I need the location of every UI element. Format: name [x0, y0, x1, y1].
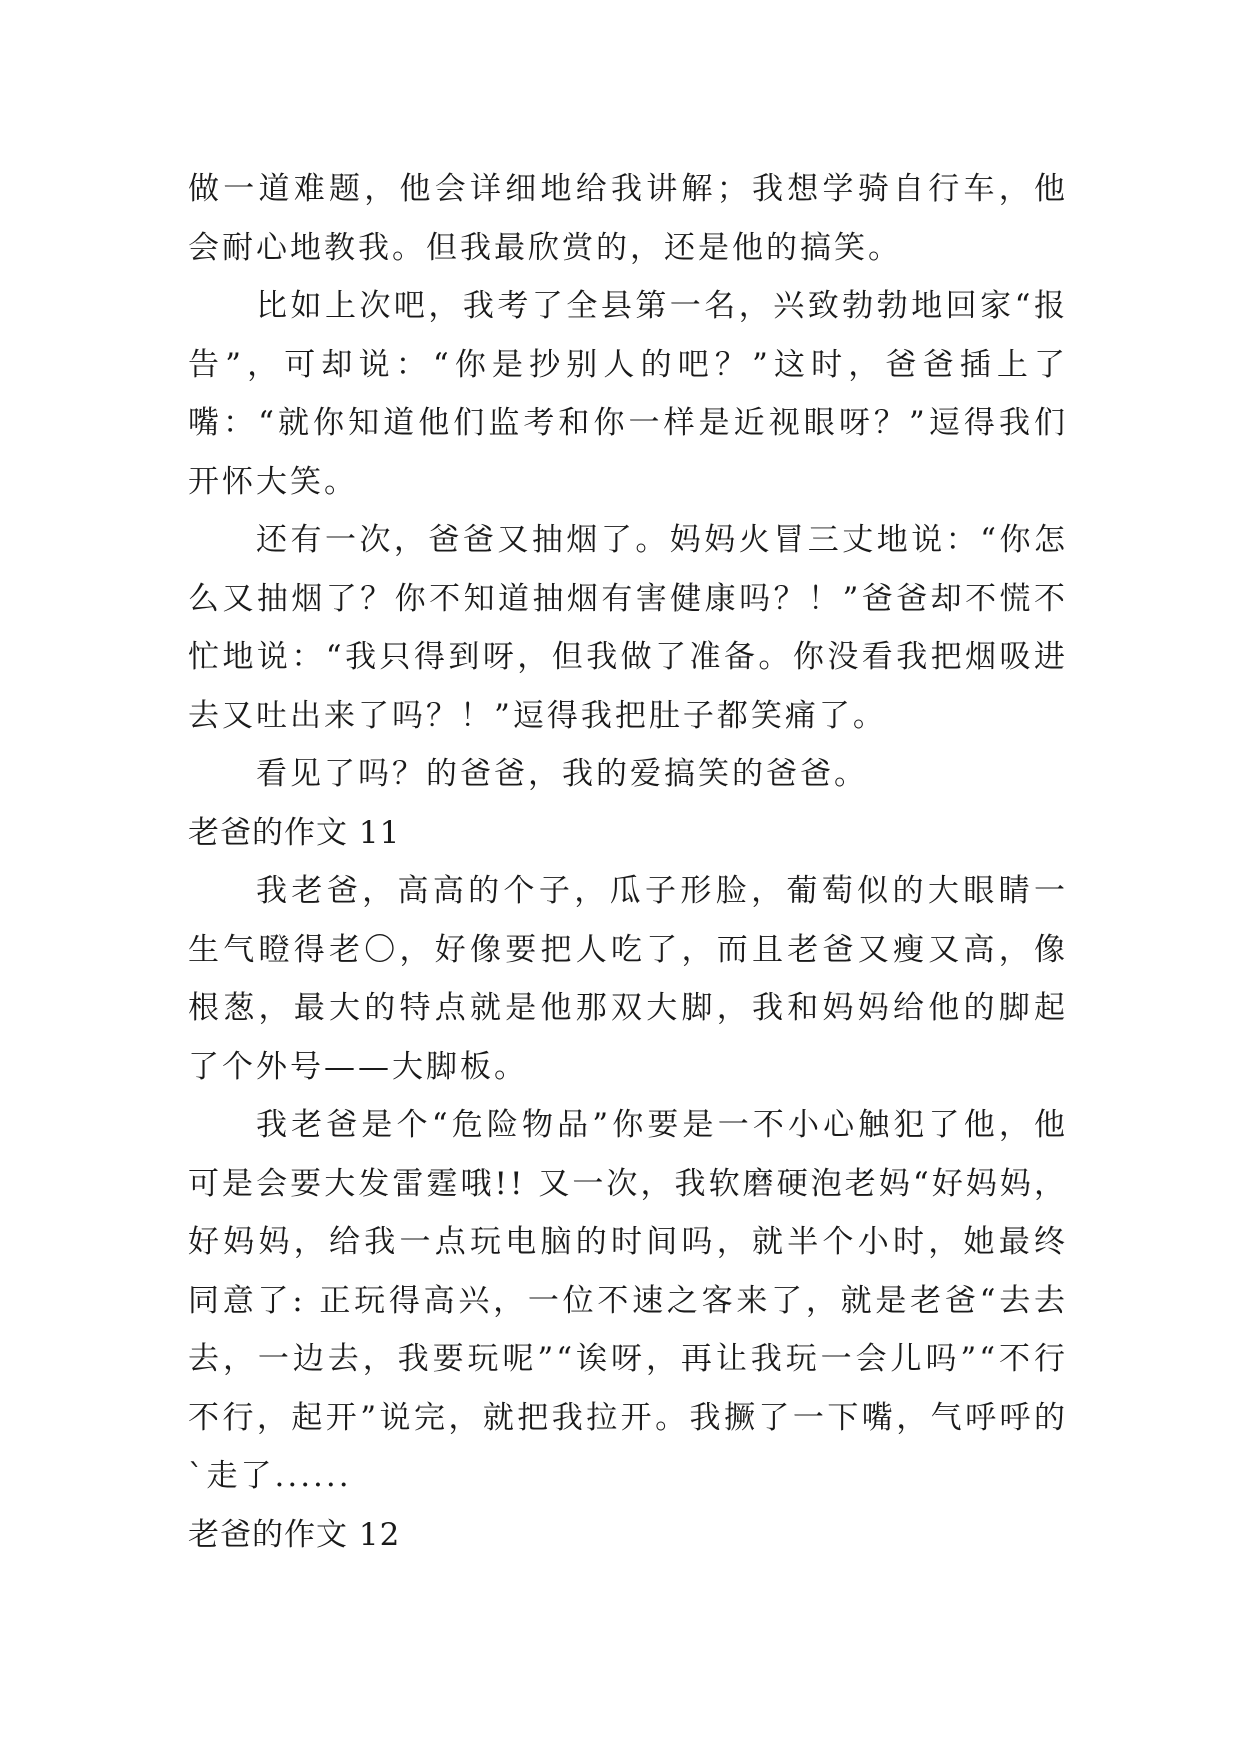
section-heading: 老爸的作文 11 [188, 814, 401, 851]
paragraph: 还有一次，爸爸又抽烟了。妈妈火冒三丈地说：“你怎么又抽烟了？你不知道抽烟有害健康吗？！”爸爸却不慌不忙地说：“我只得到呀，但我做了准备。你没看我把烟吸进去又吐出来了吗？！”逗得我把肚子都笑痛了。 [188, 522, 1068, 734]
paragraph: 看见了吗？的爸爸，我的爱搞笑的爸爸。 [256, 756, 868, 792]
paragraph: 我老爸，高高的个子，瓜子形脸，葡萄似的大眼睛一生气瞪得老〇，好像要把人吃了，而且老爸又瘦又高，像根葱，最大的特点就是他那双大脚，我和妈妈给他的脚起了个外号——大脚板。 [188, 873, 1068, 1085]
paragraph: 比如上次吧，我考了全县第一名，兴致勃勃地回家“报告”，可却说：“你是抄别人的吧？”这时，爸爸插上了嘴：“就你知道他们监考和你一样是近视眼呀？”逗得我们开怀大笑。 [188, 288, 1068, 500]
section-heading: 老爸的作文 12 [188, 1516, 401, 1553]
paragraph: 做一道难题，他会详细地给我讲解；我想学骑自行车，他会耐心地教我。但我最欣赏的，还是他的搞笑。 [188, 171, 1068, 266]
paragraph: 我老爸是个“危险物品”你要是一不小心触犯了他，他可是会要大发雷霆哦!! 又一次，我软磨硬泡老妈“好妈妈，好妈妈，给我一点玩电脑的时间吗，就半个小时，她最终同意了: 正玩得高兴，一位不速之客来了，就是老爸“去去去，一边去，我要玩呢”“诶呀，再让我玩一会儿吗”“不行不行，起开”说完，就把我拉开。我撅了一下嘴，气呼呼的`走了...... [188, 1107, 1068, 1494]
document-body [188, 160, 1068, 1564]
